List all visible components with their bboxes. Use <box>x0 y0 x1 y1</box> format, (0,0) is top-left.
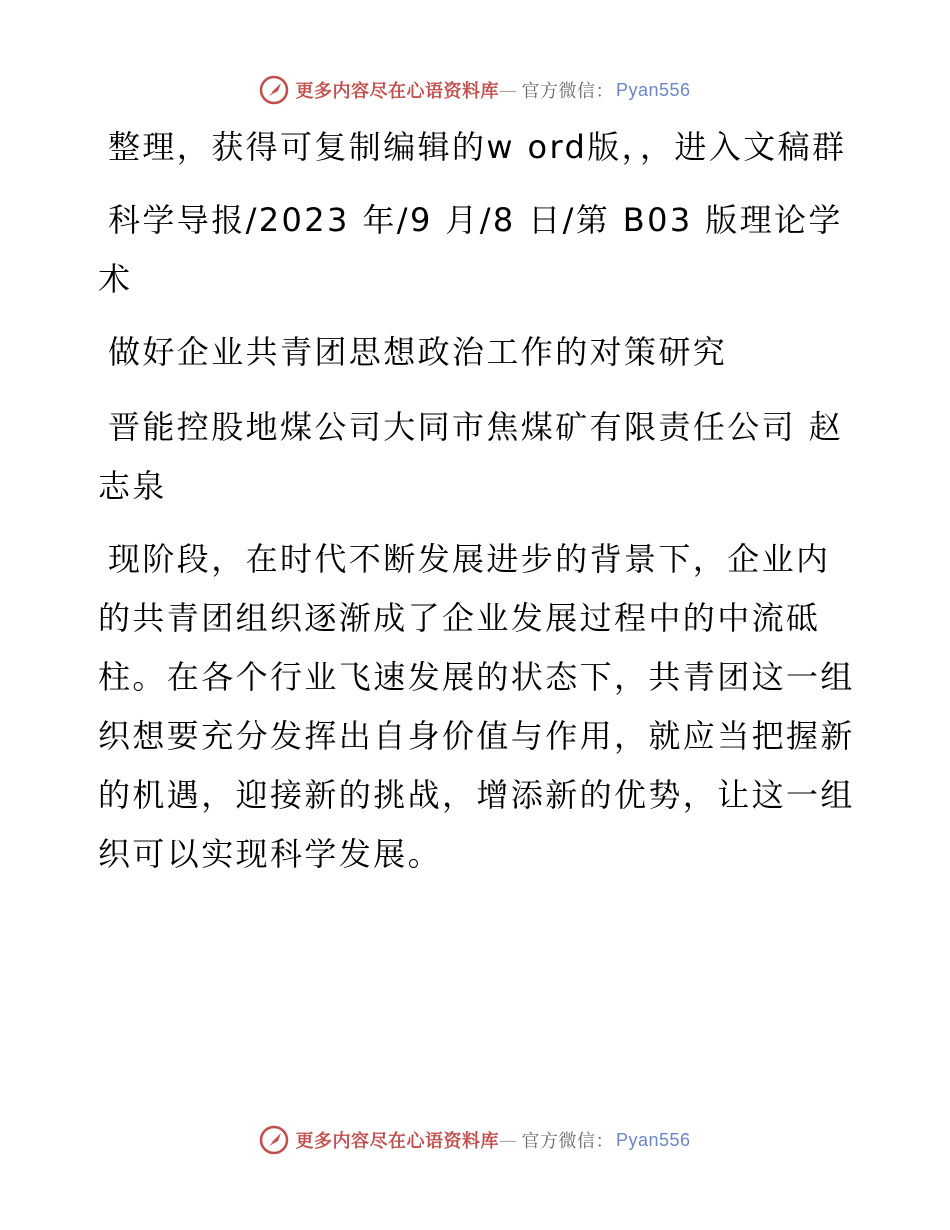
article-title: 做好企业共青团思想政治工作的对策研究 <box>108 333 728 371</box>
header-watermark <box>0 70 950 110</box>
author-line: 晋能控股地煤公司大同市焦煤矿有限责任公司 赵志泉 <box>98 408 843 505</box>
source-line: 科学导报/2023 年/9 月/8 日/第 B03 版理论学术 <box>98 201 843 298</box>
footer-watermark <box>0 1120 950 1160</box>
document-body <box>98 118 858 898</box>
watermark-separator: — <box>498 1129 518 1151</box>
watermark-brand: 更多内容尽在心语资料库 <box>295 81 499 102</box>
watermark-wechat-label: 官方微信： <box>521 1131 614 1152</box>
watermark-wechat-id: Pyan556 <box>615 1129 691 1150</box>
body-paragraph: 现阶段，在时代不断发展进步的背景下，企业内的共青团组织逐渐成了企业发展过程中的中流砥柱。在各个行业飞速发展的状态下，共青团这一组织想要充分发挥出自身价值与作用，就应当把握新的机遇，迎接新的挑战，增添新的优势，让这一组织可以实现科学发展。 <box>98 540 855 873</box>
intro-line: 整理，获得可复制编辑的w ord版，，进入文稿群 <box>108 128 847 166</box>
watermark-wechat-label: 官方微信： <box>521 81 614 102</box>
quill-logo-icon <box>259 75 289 105</box>
watermark-wechat-id: Pyan556 <box>615 79 691 100</box>
watermark-separator: — <box>498 79 518 101</box>
watermark-brand: 更多内容尽在心语资料库 <box>295 1131 499 1152</box>
quill-logo-icon <box>259 1125 289 1155</box>
